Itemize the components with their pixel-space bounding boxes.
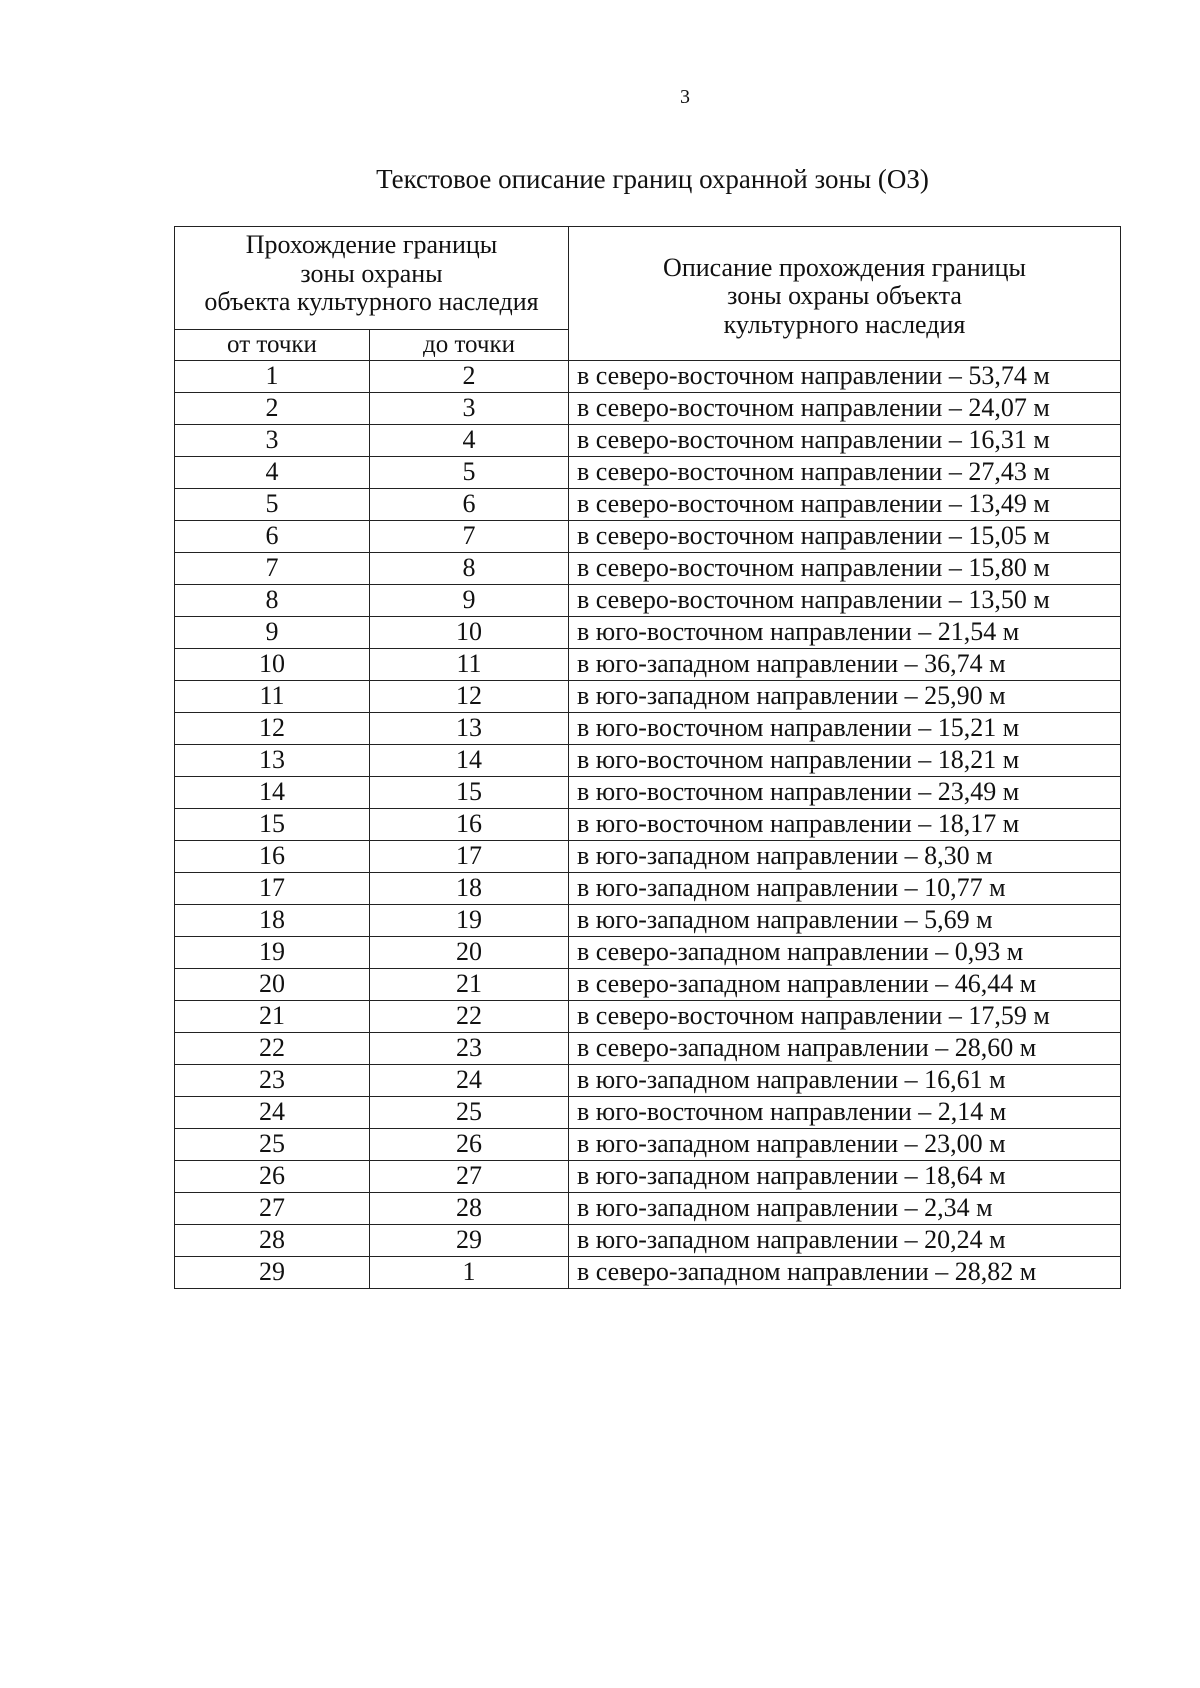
boundary-table	[174, 226, 1121, 1289]
from-point-cell: 17	[175, 873, 370, 905]
to-point-cell: 21	[370, 969, 569, 1001]
from-point-cell: 26	[175, 1161, 370, 1193]
to-point-cell: 7	[370, 521, 569, 553]
table-row	[175, 585, 1121, 617]
table-row	[175, 1129, 1121, 1161]
to-point-cell: 10	[370, 617, 569, 649]
to-point-cell: 1	[370, 1257, 569, 1289]
header-group-line: зоны охраны	[300, 258, 443, 288]
to-point-cell: 28	[370, 1193, 569, 1225]
header-from-point: от точки	[175, 330, 370, 361]
from-point-cell: 3	[175, 425, 370, 457]
table-row	[175, 1225, 1121, 1257]
to-point-cell: 2	[370, 361, 569, 393]
from-point-cell: 8	[175, 585, 370, 617]
from-point-cell: 7	[175, 553, 370, 585]
table-row	[175, 937, 1121, 969]
from-point-cell: 10	[175, 649, 370, 681]
table-body	[175, 361, 1121, 1289]
description-cell: в юго-западном направлении – 23,00 м	[569, 1129, 1121, 1161]
table-row	[175, 393, 1121, 425]
to-point-cell: 5	[370, 457, 569, 489]
page-number: 3	[680, 86, 690, 108]
from-point-cell: 25	[175, 1129, 370, 1161]
description-cell: в юго-восточном направлении – 18,21 м	[569, 745, 1121, 777]
to-point-cell: 6	[370, 489, 569, 521]
header-group-line: объекта культурного наследия	[204, 287, 539, 317]
header-desc-line: культурного наследия	[723, 309, 966, 339]
table-row	[175, 617, 1121, 649]
to-point-cell: 12	[370, 681, 569, 713]
from-point-cell: 24	[175, 1097, 370, 1129]
description-cell: в северо-восточном направлении – 17,59 м	[569, 1001, 1121, 1033]
header-desc-line: зоны охраны объекта	[727, 281, 962, 311]
to-point-cell: 27	[370, 1161, 569, 1193]
document-title: Текстовое описание границ охранной зоны (ОЗ)	[376, 164, 929, 194]
header-to-point: до точки	[370, 330, 569, 361]
description-cell: в юго-западном направлении – 18,64 м	[569, 1161, 1121, 1193]
from-point-cell: 28	[175, 1225, 370, 1257]
description-cell: в юго-восточном направлении – 23,49 м	[569, 777, 1121, 809]
to-point-cell: 15	[370, 777, 569, 809]
to-point-cell: 29	[370, 1225, 569, 1257]
table-row	[175, 425, 1121, 457]
description-cell: в юго-западном направлении – 10,77 м	[569, 873, 1121, 905]
description-cell: в северо-восточном направлении – 13,50 м	[569, 585, 1121, 617]
table-row	[175, 905, 1121, 937]
description-cell: в юго-западном направлении – 16,61 м	[569, 1065, 1121, 1097]
description-cell: в северо-восточном направлении – 24,07 м	[569, 393, 1121, 425]
to-point-cell: 24	[370, 1065, 569, 1097]
to-point-cell: 18	[370, 873, 569, 905]
from-point-cell: 9	[175, 617, 370, 649]
description-cell: в юго-западном направлении – 2,34 м	[569, 1193, 1121, 1225]
table-row	[175, 1257, 1121, 1289]
header-group-line: Прохождение границы	[245, 230, 498, 259]
table-row	[175, 745, 1121, 777]
to-point-cell: 14	[370, 745, 569, 777]
table-row	[175, 1193, 1121, 1225]
table-row	[175, 1065, 1121, 1097]
table-row	[175, 1001, 1121, 1033]
table-row	[175, 777, 1121, 809]
to-point-cell: 19	[370, 905, 569, 937]
table-row	[175, 969, 1121, 1001]
from-point-cell: 2	[175, 393, 370, 425]
table-row	[175, 1097, 1121, 1129]
table-row	[175, 873, 1121, 905]
to-point-cell: 4	[370, 425, 569, 457]
description-cell: в северо-восточном направлении – 15,05 м	[569, 521, 1121, 553]
from-point-cell: 16	[175, 841, 370, 873]
table-row	[175, 489, 1121, 521]
to-point-cell: 11	[370, 649, 569, 681]
description-cell: в северо-восточном направлении – 13,49 м	[569, 489, 1121, 521]
description-cell: в северо-восточном направлении – 15,80 м	[569, 553, 1121, 585]
from-point-cell: 6	[175, 521, 370, 553]
from-point-cell: 4	[175, 457, 370, 489]
from-point-cell: 14	[175, 777, 370, 809]
table-row	[175, 521, 1121, 553]
table-row	[175, 681, 1121, 713]
header-description	[569, 227, 1121, 361]
description-cell: в юго-западном направлении – 5,69 м	[569, 905, 1121, 937]
from-point-cell: 20	[175, 969, 370, 1001]
table-header	[175, 227, 1121, 361]
from-point-cell: 12	[175, 713, 370, 745]
table-row	[175, 1161, 1121, 1193]
to-point-cell: 23	[370, 1033, 569, 1065]
description-cell: в северо-западном направлении – 46,44 м	[569, 969, 1121, 1001]
description-cell: в северо-восточном направлении – 16,31 м	[569, 425, 1121, 457]
from-point-cell: 13	[175, 745, 370, 777]
from-point-cell: 21	[175, 1001, 370, 1033]
table-row	[175, 361, 1121, 393]
to-point-cell: 3	[370, 393, 569, 425]
description-cell: в юго-западном направлении – 8,30 м	[569, 841, 1121, 873]
to-point-cell: 22	[370, 1001, 569, 1033]
from-point-cell: 18	[175, 905, 370, 937]
table-row	[175, 1033, 1121, 1065]
table-row	[175, 713, 1121, 745]
description-cell: в северо-восточном направлении – 27,43 м	[569, 457, 1121, 489]
table-row	[175, 553, 1121, 585]
header-boundary-passage	[175, 227, 569, 330]
to-point-cell: 20	[370, 937, 569, 969]
description-cell: в юго-восточном направлении – 2,14 м	[569, 1097, 1121, 1129]
to-point-cell: 25	[370, 1097, 569, 1129]
table-row	[175, 457, 1121, 489]
from-point-cell: 29	[175, 1257, 370, 1289]
from-point-cell: 5	[175, 489, 370, 521]
description-cell: в северо-восточном направлении – 53,74 м	[569, 361, 1121, 393]
description-cell: в юго-западном направлении – 20,24 м	[569, 1225, 1121, 1257]
from-point-cell: 11	[175, 681, 370, 713]
to-point-cell: 13	[370, 713, 569, 745]
description-cell: в северо-западном направлении – 28,60 м	[569, 1033, 1121, 1065]
to-point-cell: 16	[370, 809, 569, 841]
description-cell: в юго-западном направлении – 25,90 м	[569, 681, 1121, 713]
table-row	[175, 809, 1121, 841]
from-point-cell: 1	[175, 361, 370, 393]
header-desc-line: Описание прохождения границы	[663, 252, 1026, 282]
table-row	[175, 649, 1121, 681]
table-row	[175, 841, 1121, 873]
description-cell: в юго-восточном направлении – 21,54 м	[569, 617, 1121, 649]
from-point-cell: 27	[175, 1193, 370, 1225]
description-cell: в юго-восточном направлении – 18,17 м	[569, 809, 1121, 841]
to-point-cell: 17	[370, 841, 569, 873]
to-point-cell: 8	[370, 553, 569, 585]
from-point-cell: 15	[175, 809, 370, 841]
description-cell: в северо-западном направлении – 0,93 м	[569, 937, 1121, 969]
description-cell: в юго-восточном направлении – 15,21 м	[569, 713, 1121, 745]
from-point-cell: 23	[175, 1065, 370, 1097]
description-cell: в юго-западном направлении – 36,74 м	[569, 649, 1121, 681]
to-point-cell: 26	[370, 1129, 569, 1161]
from-point-cell: 19	[175, 937, 370, 969]
description-cell: в северо-западном направлении – 28,82 м	[569, 1257, 1121, 1289]
to-point-cell: 9	[370, 585, 569, 617]
from-point-cell: 22	[175, 1033, 370, 1065]
